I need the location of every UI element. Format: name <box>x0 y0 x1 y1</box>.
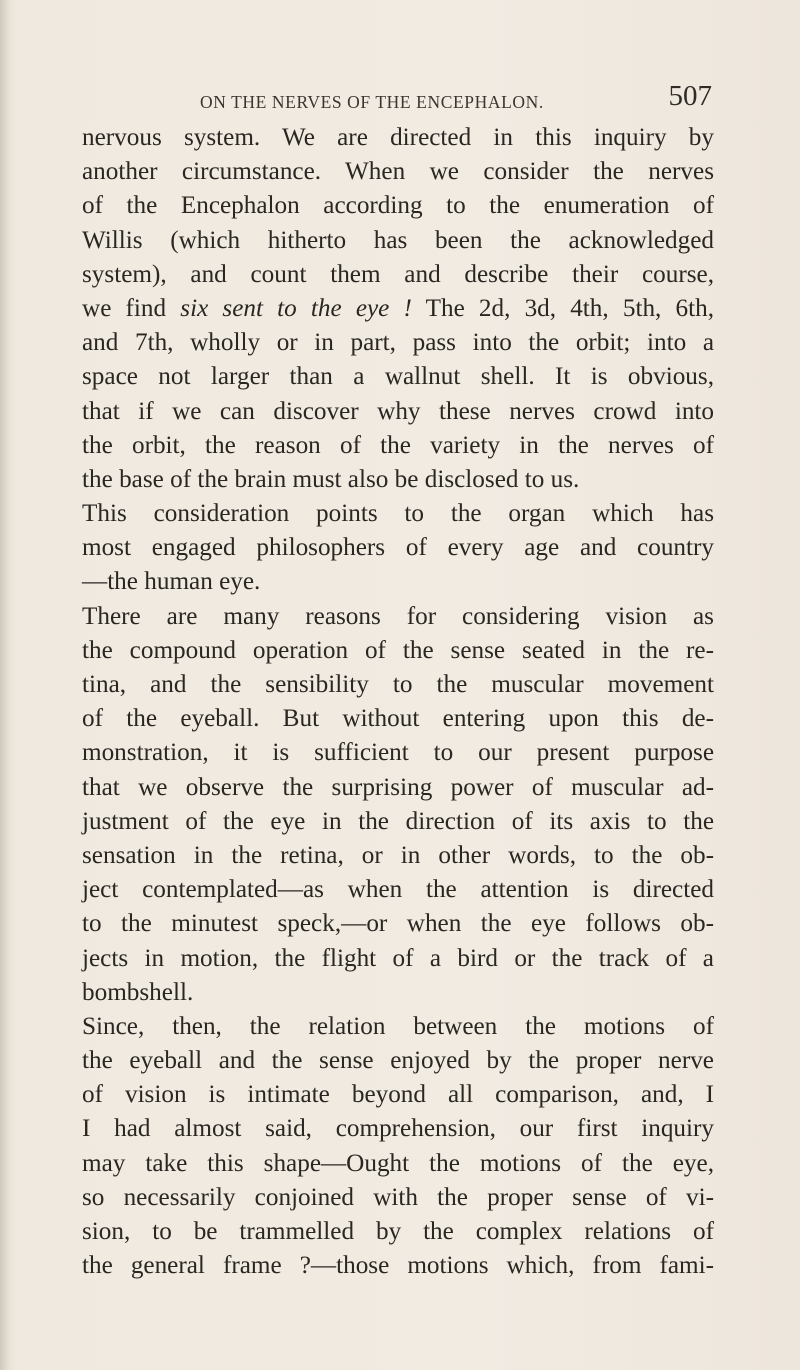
text-line: jects in motion, the flight of a bird or the track of a <box>82 944 714 972</box>
emphasis-text: six sent to the eye ! <box>180 294 412 322</box>
text-line: system), and count them and describe their course, <box>82 260 714 288</box>
text-line: There are many reasons for considering vision as <box>82 602 714 630</box>
text-line: the base of the brain must also be disclosed to us. <box>82 465 580 493</box>
text-line: nervous system. We are directed in this inquiry by <box>82 124 714 151</box>
text-line: the orbit, the reason of the variety in the nerves of <box>82 431 714 459</box>
running-head <box>82 78 712 118</box>
text-line: sion, to be trammelled by the complex relations of <box>82 1218 714 1245</box>
text-line: the eyeball and the sense enjoyed by the proper nerve <box>82 1047 714 1075</box>
text-line: of the eyeball. But without entering upon this de- <box>82 705 714 733</box>
text-line: monstration, it is sufficient to our present purpose <box>82 739 714 767</box>
text-line: and 7th, wholly or in part, pass into the orbit; into a <box>82 329 714 357</box>
text-line: that if we can discover why these nerves crowd into <box>82 397 714 425</box>
text-line: may take this shape—Ought the motions of the eye, <box>82 1149 714 1177</box>
text-line: This consideration points to the organ which has <box>82 500 714 528</box>
text-line: Since, then, the relation between the motions of <box>82 1012 714 1040</box>
text-line: ject contemplated—as when the attention is directed <box>82 876 714 904</box>
text-line: the general frame ?—those motions which, from fami- <box>82 1252 714 1280</box>
body-text <box>82 121 714 1283</box>
text-line: most engaged philosophers of every age and country <box>82 534 714 562</box>
text-line: of the Encephalon according to the enumeration of <box>82 192 714 220</box>
text-line: so necessarily conjoined with the proper sense of vi- <box>82 1183 714 1211</box>
running-title: ON THE NERVES OF THE ENCEPHALON. <box>200 92 544 112</box>
text-line: sensation in the retina, or in other words, to the ob- <box>82 841 714 869</box>
text-line: the compound operation of the sense seated in the re- <box>82 636 714 664</box>
text-line: bombshell. <box>82 978 194 1006</box>
text-line: another circumstance. When we consider the nerves <box>82 158 714 186</box>
text-line: to the minutest speck,—or when the eye follows ob- <box>82 910 714 938</box>
text-line: of vision is intimate beyond all comparison, and, I <box>82 1081 714 1109</box>
text-line: that we observe the surprising power of muscular ad- <box>82 773 714 801</box>
text-line: space not larger than a wallnut shell. It is obvious, <box>82 363 714 391</box>
text-line: justment of the eye in the direction of its axis to the <box>82 807 714 835</box>
page-number: 507 <box>668 80 712 112</box>
text-line: Willis (which hitherto has been the acknowledged <box>82 226 714 254</box>
gutter-shadow <box>0 0 10 1370</box>
text-line: I had almost said, comprehension, our first inquiry <box>82 1115 714 1143</box>
text-line: tina, and the sensibility to the muscular movement <box>82 671 714 698</box>
text-line: —the human eye. <box>82 568 261 596</box>
text-line: we find six sent to the eye ! The 2d, 3d, 4th, 5th, 6th, <box>82 294 714 322</box>
